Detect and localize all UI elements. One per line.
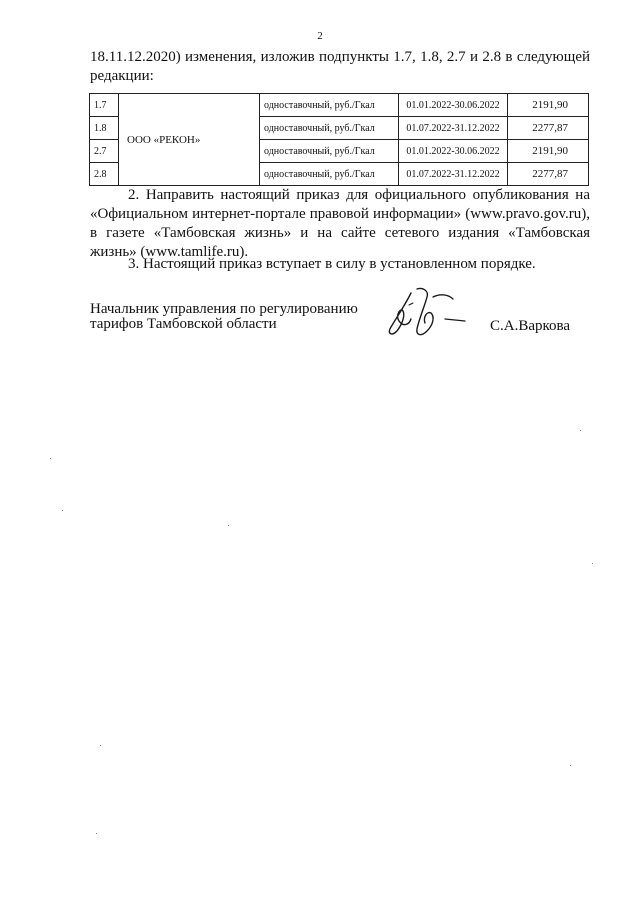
organization-cell: ООО «РЕКОН» xyxy=(119,94,260,186)
scan-speck xyxy=(570,765,571,766)
tariff-price: 2277,87 xyxy=(508,117,589,140)
tariff-price: 2191,90 xyxy=(508,140,589,163)
handwritten-signature xyxy=(383,285,473,345)
tariff-period: 01.01.2022-30.06.2022 xyxy=(399,140,508,163)
scan-speck xyxy=(96,833,97,834)
tariff-price: 2277,87 xyxy=(508,163,589,186)
tariff-unit: одноставочный, руб./Гкал xyxy=(260,117,399,140)
scan-speck xyxy=(100,745,101,746)
paragraph-publication xyxy=(90,186,590,262)
tariff-price: 2191,90 xyxy=(508,94,589,117)
paragraph-effective xyxy=(90,255,590,274)
row-number: 2.7 xyxy=(90,140,119,163)
tariff-period: 01.07.2022-31.12.2022 xyxy=(399,163,508,186)
tariff-unit: одноставочный, руб./Гкал xyxy=(260,94,399,117)
signatory-name: С.А.Варкова xyxy=(490,318,571,334)
table-row xyxy=(90,94,589,117)
scan-speck xyxy=(62,510,63,511)
intro-paragraph: 18.11.12.2020) изменения, изложив подпункты 1.7, 1.8, 2.7 и 2.8 в следующей редакции: xyxy=(90,49,590,84)
tariff-table xyxy=(89,93,589,186)
scan-speck xyxy=(50,458,51,459)
tariff-period: 01.07.2022-31.12.2022 xyxy=(399,117,508,140)
scan-speck xyxy=(228,525,229,526)
page-number: 2 xyxy=(317,30,323,42)
scan-speck xyxy=(592,563,593,564)
scan-speck xyxy=(580,430,581,431)
row-number: 2.8 xyxy=(90,163,119,186)
signatory-title-line: тарифов Тамбовской области xyxy=(90,316,277,332)
row-number: 1.8 xyxy=(90,117,119,140)
paragraph-effective-text: 3. Настоящий приказ вступает в силу в установленном порядке. xyxy=(128,256,536,272)
tariff-unit: одноставочный, руб./Гкал xyxy=(260,163,399,186)
signatory-title-line: Начальник управления по регулированию xyxy=(90,301,358,317)
tariff-period: 01.01.2022-30.06.2022 xyxy=(399,94,508,117)
paragraph-publication-text: 2. Направить настоящий приказ для официального опубликования на «Официальном интернет-портале правовой информации» (www.pravo.gov.ru), в газете «Тамбовская жизнь» и на сайте сетевого издания «Тамбовская жизнь» (www.tamlife.ru). xyxy=(90,187,590,260)
row-number: 1.7 xyxy=(90,94,119,117)
tariff-unit: одноставочный, руб./Гкал xyxy=(260,140,399,163)
signatory-title xyxy=(90,302,358,332)
